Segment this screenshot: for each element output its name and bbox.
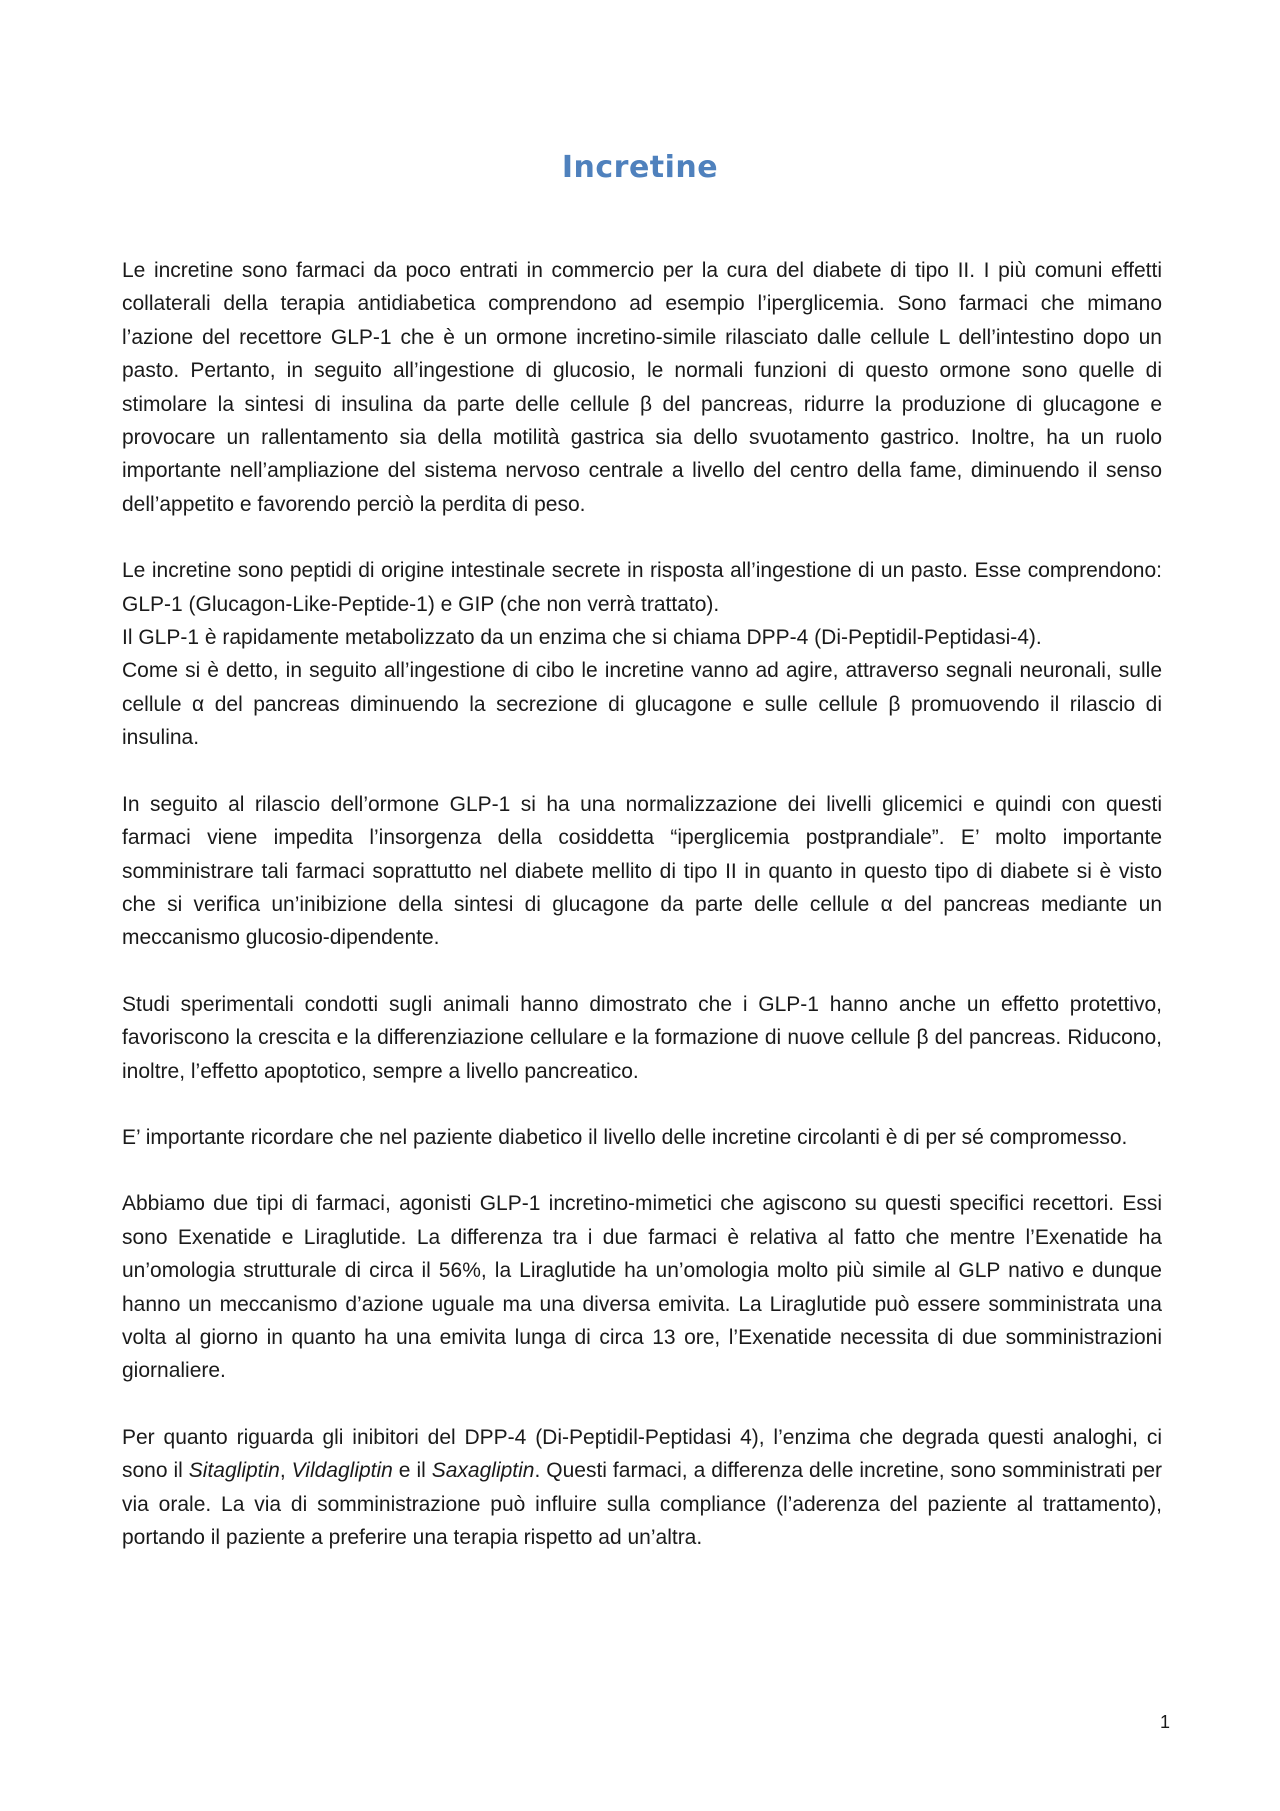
paragraph-text: Le incretine sono farmaci da poco entrati in commercio per la cura del diabete di tipo II. I più comuni effetti collaterali della terapia antidiabetica comprendono ad esempio l’iperglicemia. Sono farmaci che mimano l’azione del recettore GLP-1 che è un ormone incretino-simile rilasciato dalle cellule L dell’intestino dopo un pasto. Pertanto, in seguito all’ingestione di glucosio, le normali funzioni di questo ormone sono quelle di stimolare la sintesi di insulina da parte delle cellule β del pancreas, ridurre la produzione di glucagone e provocare un rallentamento sia della motilità gastrica sia dello svuotamento gastrico. Inoltre, ha un ruolo importante nell’ampliazione del sistema nervoso centrale a livello del centro della fame, diminuendo il senso dell’appetito e favorendo perciò la perdita di peso. [122,259,1162,516]
paragraph-peptides [122,554,1162,754]
paragraph-agonists [122,1187,1162,1387]
paragraph-studies [122,988,1162,1088]
paragraph-segment: Per quanto riguarda gli inibitori del DPP-4 (Di-Peptidil-Peptidasi 4), l’enzima che degrada questi analoghi, ci sono il [122,1425,1162,1483]
paragraph-segment: e il [392,1459,432,1483]
paragraph-line: Le incretine sono peptidi di origine intestinale secrete in risposta all’ingestione di un pasto. Esse comprendono: GLP-1 (Glucagon-Like-Peptide-1) e GIP (che non verrà trattato). [122,559,1162,616]
paragraph-normalization [122,788,1162,955]
drug-name-vildagliptin: Vildagliptin [291,1459,393,1483]
page-number: 1 [1159,1712,1170,1732]
paragraph-compromised [122,1121,1162,1154]
paragraph-text: Studi sperimentali condotti sugli animali hanno dimostrato che i GLP-1 hanno anche un effetto protettivo, favoriscono la crescita e la differenziazione cellulare e la formazione di nuove cellule β del pancreas. Riducono, inoltre, l’effetto apoptotico, sempre a livello pancreatico. [122,992,1162,1083]
paragraph-text: Abbiamo due tipi di farmaci, agonisti GLP-1 incretino-mimetici che agiscono su questi specifici recettori. Essi sono Exenatide e Liraglutide. La differenza tra i due farmaci è relativa al fatto che mentre l’Exenatide ha un’omologia strutturale di circa il 56%, la Liraglutide ha un’omologia molto più simile al GLP nativo e dunque hanno un meccanismo d’azione uguale ma una diversa emivita. La Liraglutide può essere somministrata una volta al giorno in quanto ha una emivita lunga di circa 13 ore, l’Exenatide necessita di due somministrazioni giornaliere. [122,1192,1162,1383]
page-title: Incretine [561,150,719,185]
drug-name-sitagliptin: Sitagliptin [188,1459,280,1483]
paragraph-segment: , [279,1459,292,1483]
paragraph-text: E’ importante ricordare che nel paziente diabetico il livello delle incretine circolanti è di per sé compromesso. [122,1125,1128,1149]
paragraph-segment: . Questi farmaci, a differenza delle incretine, sono somministrati per via orale. La via di somministrazione può influire sulla compliance (l’aderenza del paziente al trattamento), portando il paziente a preferire una terapia rispetto ad un’altra. [122,1459,1163,1549]
paragraph-text: In seguito al rilascio dell’ormone GLP-1 si ha una normalizzazione dei livelli glicemici e quindi con questi farmaci viene impedita l’insorgenza della cosiddetta “iperglicemia postprandiale”. E’ molto importante somministrare tali farmaci soprattutto nel diabete mellito di tipo II in quanto in questo tipo di diabete si è visto che si verifica un’inibizione della sintesi di glucagone da parte delle cellule α del pancreas mediante un meccanismo glucosio-dipendente. [122,792,1162,950]
paragraph-line: Come si è detto, in seguito all’ingestione di cibo le incretine vanno ad agire, attraverso segnali neuronali, sulle cellule α del pancreas diminuendo la secrezione di glucagone e sulle cellule β promuovendo il rilascio di insulina. [122,659,1162,750]
paragraph-line: Il GLP-1 è rapidamente metabolizzato da un enzima che si chiama DPP-4 (Di-Peptidil-Peptidasi-4). [122,626,1042,650]
document-body [122,254,1162,1587]
drug-name-saxagliptin: Saxagliptin [431,1459,535,1483]
paragraph-intro [122,254,1162,521]
paragraph-dpp4-inhibitors [122,1421,1162,1555]
